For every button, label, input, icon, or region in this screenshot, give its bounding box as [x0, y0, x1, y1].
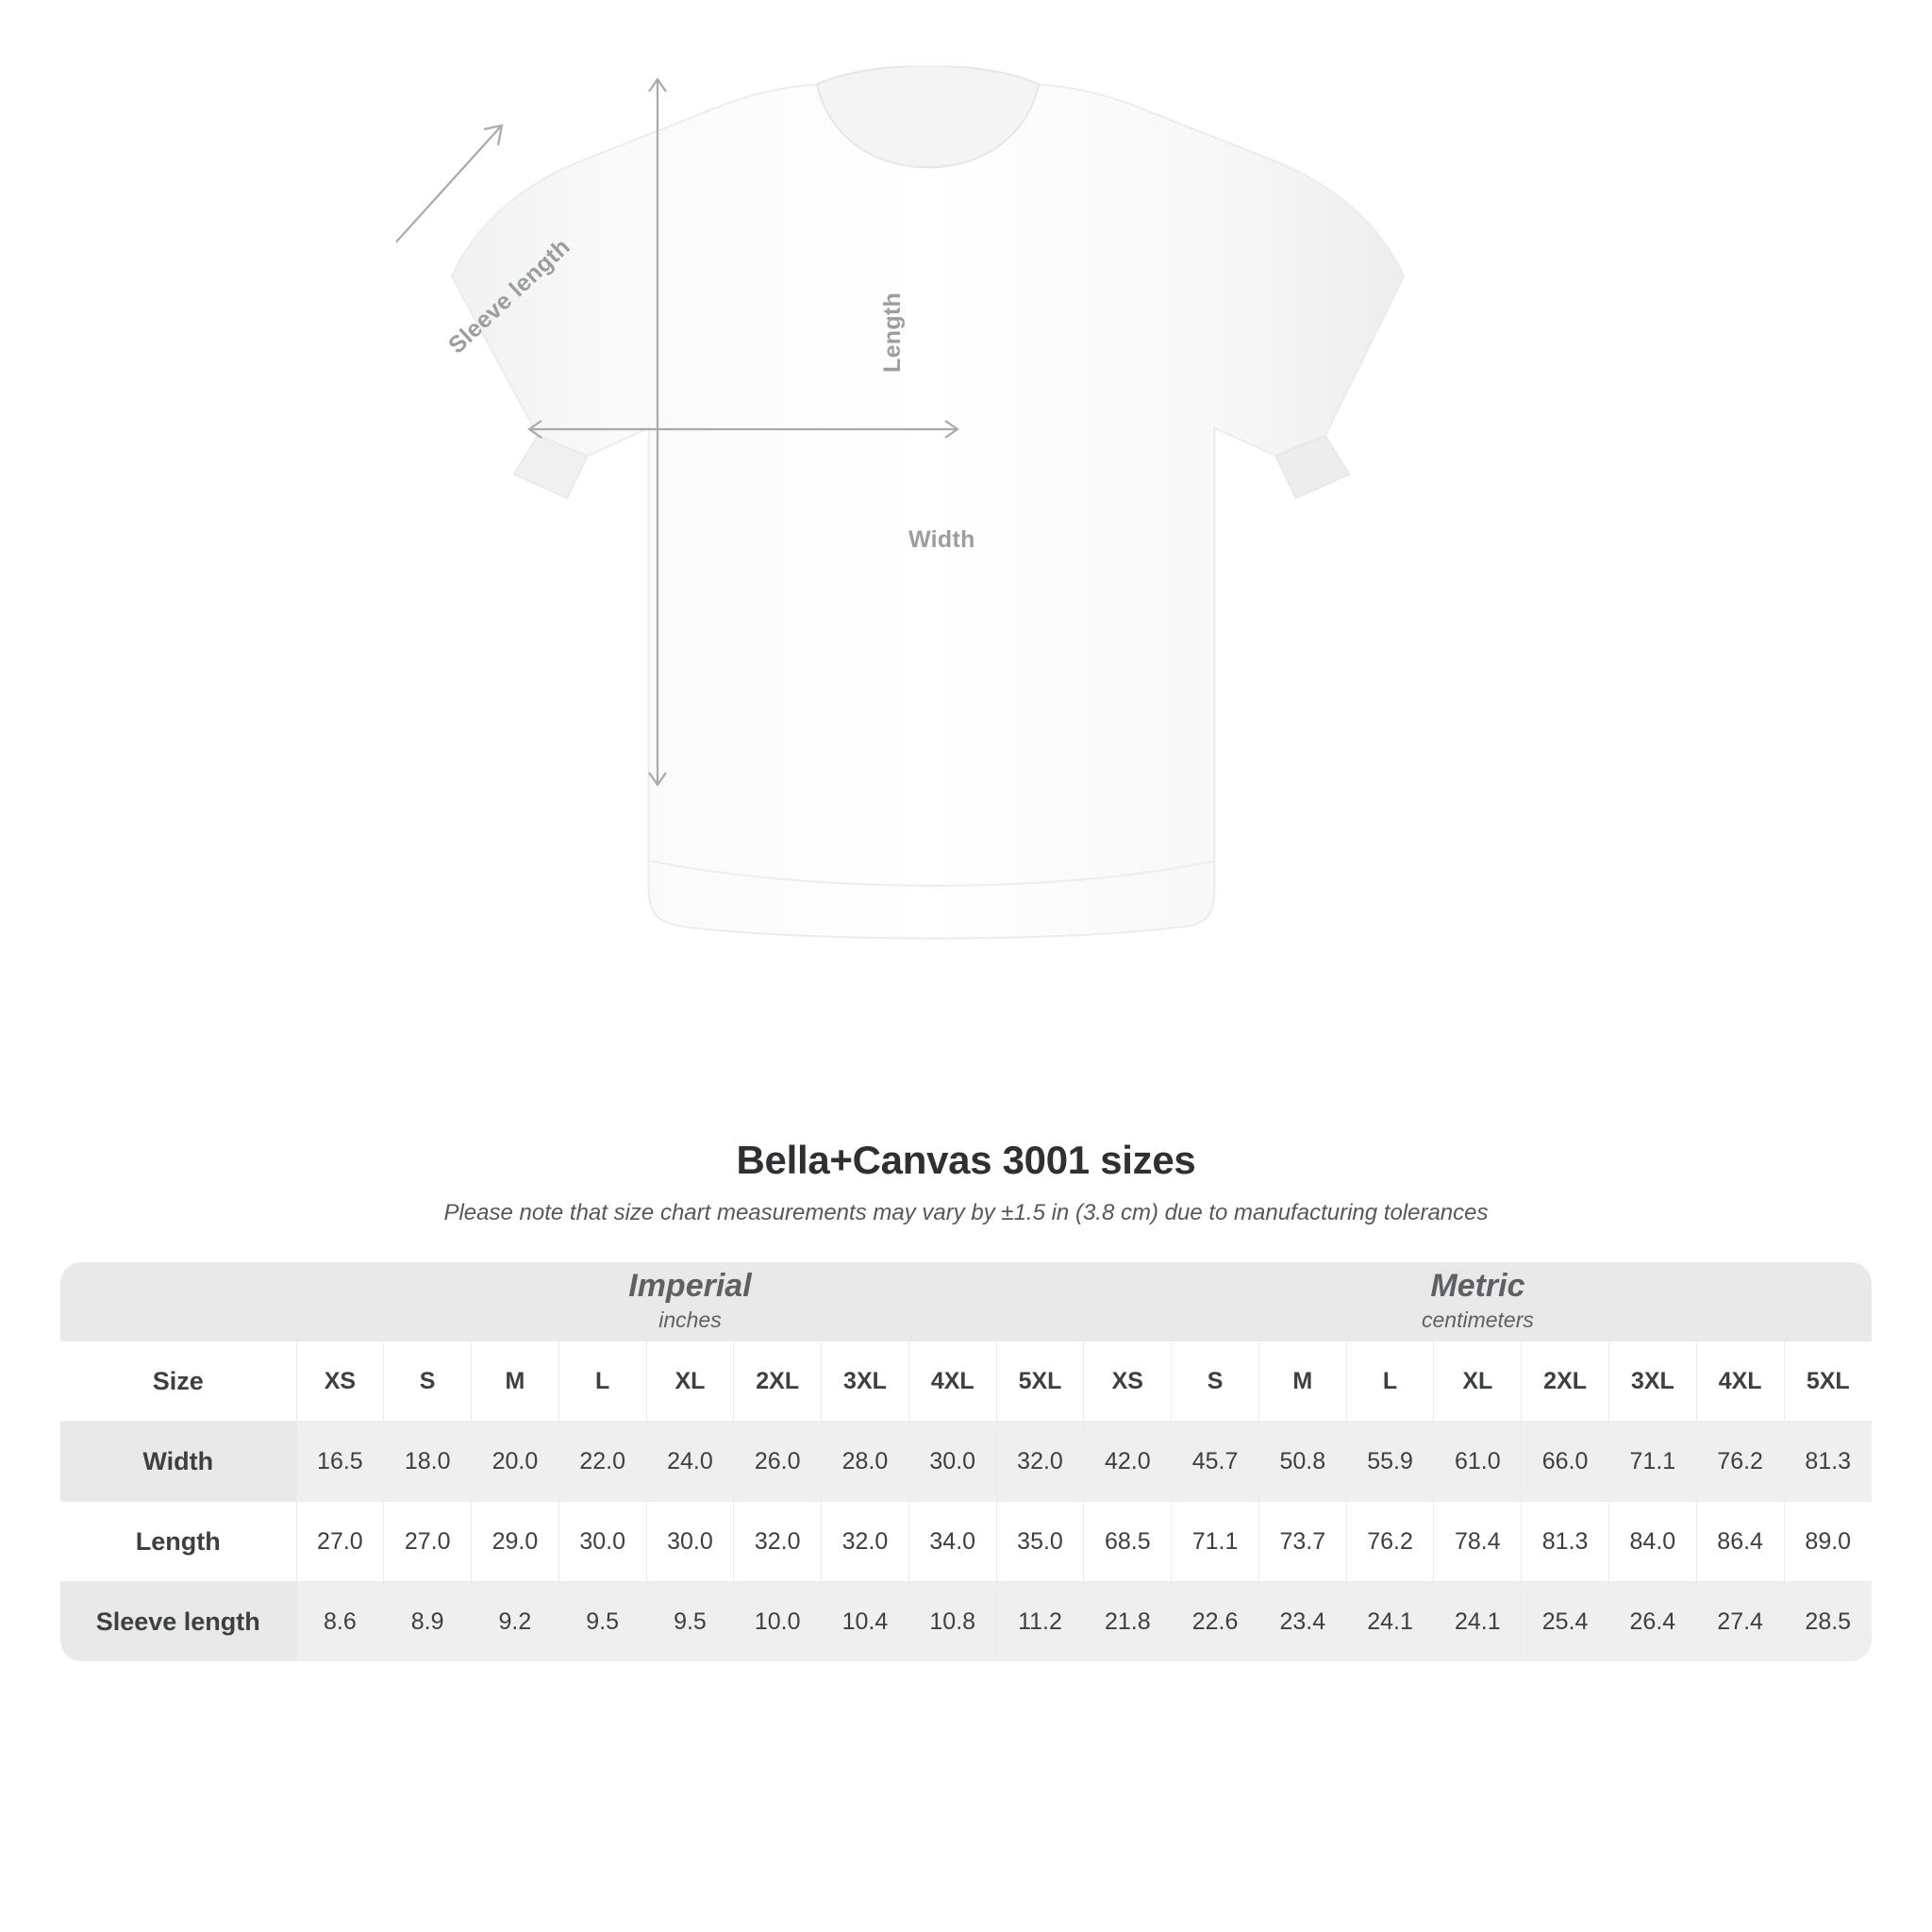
table-cell: 34.0 — [908, 1502, 996, 1582]
tolerance-note: Please note that size chart measurements may vary by ±1.5 in (3.8 cm) due to manufacturing tolerances — [443, 1200, 1489, 1225]
size-header-cell: L — [558, 1341, 646, 1422]
table-cell: 8.9 — [384, 1582, 472, 1662]
tshirt-graphic — [396, 66, 1547, 1066]
unit-metric-sub: centimeters — [1422, 1307, 1534, 1332]
table-cell: 50.8 — [1258, 1422, 1346, 1502]
unit-band-corner — [60, 1262, 296, 1341]
table-cell: 28.0 — [822, 1422, 909, 1502]
size-header-cell: 2XL — [734, 1341, 822, 1422]
size-header-row — [60, 1341, 1872, 1422]
table-row — [60, 1582, 1872, 1662]
table-cell: 27.0 — [296, 1502, 384, 1582]
size-header-cell: S — [384, 1341, 472, 1422]
size-header-cell: XL — [646, 1341, 734, 1422]
unit-imperial-name: Imperial — [628, 1267, 752, 1304]
table-cell: 35.0 — [996, 1502, 1084, 1582]
row-label-sleeve-length: Sleeve length — [60, 1582, 296, 1662]
table-row — [60, 1502, 1872, 1582]
table-cell: 11.2 — [996, 1582, 1084, 1662]
table-cell: 29.0 — [472, 1502, 559, 1582]
table-cell: 76.2 — [1346, 1502, 1434, 1582]
table-row — [60, 1422, 1872, 1502]
table-cell: 84.0 — [1608, 1502, 1696, 1582]
table-cell: 26.4 — [1608, 1582, 1696, 1662]
table-cell: 24.0 — [646, 1422, 734, 1502]
row-label-length: Length — [60, 1502, 296, 1582]
size-header-cell: 3XL — [822, 1341, 909, 1422]
table-cell: 89.0 — [1784, 1502, 1872, 1582]
table-cell: 76.2 — [1696, 1422, 1784, 1502]
table-cell: 24.1 — [1434, 1582, 1522, 1662]
unit-metric — [1084, 1262, 1872, 1341]
table-cell: 45.7 — [1172, 1422, 1259, 1502]
size-header-cell: M — [472, 1341, 559, 1422]
table-cell: 78.4 — [1434, 1502, 1522, 1582]
table-cell: 81.3 — [1522, 1502, 1609, 1582]
table-cell: 16.5 — [296, 1422, 384, 1502]
table-cell: 68.5 — [1084, 1502, 1172, 1582]
table-cell: 27.4 — [1696, 1582, 1784, 1662]
size-table — [60, 1262, 1872, 1661]
table-cell: 71.1 — [1608, 1422, 1696, 1502]
table-cell: 30.0 — [908, 1422, 996, 1502]
unit-metric-name: Metric — [1430, 1267, 1525, 1304]
table-cell: 30.0 — [646, 1502, 734, 1582]
table-cell: 27.0 — [384, 1502, 472, 1582]
size-header-cell: 4XL — [1696, 1341, 1784, 1422]
table-cell: 42.0 — [1084, 1422, 1172, 1502]
table-cell: 18.0 — [384, 1422, 472, 1502]
sleeve-length-label: Sleeve length — [443, 233, 575, 359]
page-title: Bella+Canvas 3001 sizes — [736, 1138, 1196, 1182]
table-cell: 10.8 — [908, 1582, 996, 1662]
table-cell: 10.4 — [822, 1582, 909, 1662]
table-cell: 20.0 — [472, 1422, 559, 1502]
size-header-cell: 5XL — [996, 1341, 1084, 1422]
size-header-cell: XS — [296, 1341, 384, 1422]
table-cell: 24.1 — [1346, 1582, 1434, 1662]
size-header-cell: 4XL — [908, 1341, 996, 1422]
table-cell: 81.3 — [1784, 1422, 1872, 1502]
table-cell: 28.5 — [1784, 1582, 1872, 1662]
size-header-cell: XS — [1084, 1341, 1172, 1422]
table-cell: 61.0 — [1434, 1422, 1522, 1502]
table-cell: 71.1 — [1172, 1502, 1259, 1582]
table-cell: 86.4 — [1696, 1502, 1784, 1582]
size-header-cell: S — [1172, 1341, 1259, 1422]
size-header-cell: M — [1258, 1341, 1346, 1422]
table-cell: 32.0 — [734, 1502, 822, 1582]
table-cell: 22.6 — [1172, 1582, 1259, 1662]
table-cell: 21.8 — [1084, 1582, 1172, 1662]
table-cell: 10.0 — [734, 1582, 822, 1662]
unit-band-row — [60, 1262, 1872, 1341]
row-label-width: Width — [60, 1422, 296, 1502]
size-header-cell: 3XL — [1608, 1341, 1696, 1422]
size-header-cell: 5XL — [1784, 1341, 1872, 1422]
tshirt-image — [396, 66, 1547, 1066]
table-cell: 32.0 — [822, 1502, 909, 1582]
table-cell: 55.9 — [1346, 1422, 1434, 1502]
size-header-cell: XL — [1434, 1341, 1522, 1422]
length-label: Length — [879, 291, 906, 373]
table-cell: 9.2 — [472, 1582, 559, 1662]
size-header-label: Size — [60, 1341, 296, 1422]
size-header-cell: 2XL — [1522, 1341, 1609, 1422]
unit-imperial-sub: inches — [658, 1307, 722, 1332]
table-cell: 25.4 — [1522, 1582, 1609, 1662]
table-cell: 22.0 — [558, 1422, 646, 1502]
table-cell: 32.0 — [996, 1422, 1084, 1502]
table-cell: 8.6 — [296, 1582, 384, 1662]
table-cell: 73.7 — [1258, 1502, 1346, 1582]
size-table-container — [60, 1262, 1872, 1661]
table-cell: 9.5 — [558, 1582, 646, 1662]
chart-heading — [0, 1138, 1932, 1226]
unit-imperial — [296, 1262, 1084, 1341]
table-cell: 23.4 — [1258, 1582, 1346, 1662]
table-cell: 9.5 — [646, 1582, 734, 1662]
table-cell: 66.0 — [1522, 1422, 1609, 1502]
size-header-cell: L — [1346, 1341, 1434, 1422]
table-cell: 30.0 — [558, 1502, 646, 1582]
table-cell: 26.0 — [734, 1422, 822, 1502]
width-label: Width — [908, 526, 975, 553]
